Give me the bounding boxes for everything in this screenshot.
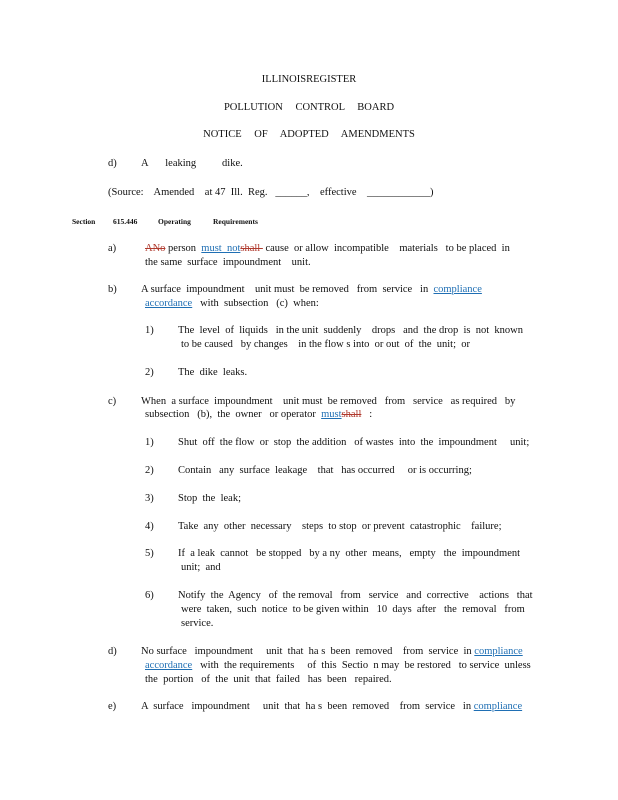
item-d2-line3: the portion of the unit that failed has been repaired. bbox=[145, 674, 392, 685]
inserted-text: compliance bbox=[473, 701, 523, 712]
item-d2-line2 bbox=[145, 659, 531, 673]
item-b1-line2: to be caused by changes in the flow s into or out of the unit; or bbox=[181, 339, 470, 350]
item-c2-label: 2) bbox=[145, 465, 154, 476]
item-c3-text: Stop the leak; bbox=[178, 493, 241, 504]
inserted-text: accordance bbox=[145, 660, 193, 671]
deleted-text: shall bbox=[240, 243, 263, 254]
item-e-line1 bbox=[141, 700, 522, 714]
source-note: (Source: Amended at 47 Ill. Reg. ______, effective ____________) bbox=[108, 187, 434, 198]
text-run: with the requirements of this Sectio n may be restored to service unless bbox=[192, 660, 531, 671]
item-b1-line1: The level of liquids in the unit suddenly drops and the drop is not known bbox=[178, 325, 524, 336]
item-d-text: A leaking dike. bbox=[141, 158, 243, 169]
inserted-text: accordance bbox=[145, 298, 193, 309]
item-b-line1 bbox=[141, 283, 482, 297]
item-e-label: e) bbox=[108, 701, 117, 712]
item-d-label: d) bbox=[108, 158, 117, 169]
text-run: A surface impoundment unit must be removed from service in bbox=[141, 284, 434, 295]
item-d2-line1 bbox=[141, 645, 523, 659]
item-c1-text: Shut off the flow or stop the addition of wastes into the impoundment unit; bbox=[178, 437, 530, 448]
item-c-line1: When a surface impoundment unit must be removed from service as required by bbox=[141, 396, 516, 407]
section-label: Section bbox=[72, 217, 96, 226]
item-c4-label: 4) bbox=[145, 521, 154, 532]
deleted-text: shall bbox=[341, 409, 362, 420]
item-c-line2 bbox=[145, 408, 372, 422]
item-c1-label: 1) bbox=[145, 437, 154, 448]
item-c4-text: Take any other necessary steps to stop or prevent catastrophic failure; bbox=[178, 521, 502, 532]
item-c6-label: 6) bbox=[145, 590, 154, 601]
item-c-label: c) bbox=[108, 396, 117, 407]
item-b2-label: 2) bbox=[145, 367, 154, 378]
section-number: 615.446 bbox=[113, 217, 138, 226]
item-c6-line1: Notify the Agency of the removal from service and corrective actions that bbox=[178, 590, 533, 601]
item-c5-label: 5) bbox=[145, 548, 154, 559]
item-c3-label: 3) bbox=[145, 493, 154, 504]
text-run: No surface impoundment unit that ha s been removed from service in bbox=[141, 646, 475, 657]
item-a-line2: the same surface impoundment unit. bbox=[145, 257, 311, 268]
item-b-line2 bbox=[145, 297, 319, 311]
item-b1-label: 1) bbox=[145, 325, 154, 336]
section-title-1: Operating bbox=[158, 217, 191, 226]
notice-title: NOTICE OF ADOPTED AMENDMENTS bbox=[203, 129, 415, 140]
item-b-label: b) bbox=[108, 284, 117, 295]
register-title: ILLINOISREGISTER bbox=[261, 74, 357, 85]
item-c6-line2: were taken, such notice to be given within 10 days after the removal from bbox=[181, 604, 525, 615]
item-a-line1 bbox=[145, 242, 510, 256]
text-run: person bbox=[165, 243, 202, 254]
item-b2-line1: The dike leaks. bbox=[178, 367, 248, 378]
text-run: cause or allow incompatible materials to be placed in bbox=[262, 243, 510, 254]
item-a-label: a) bbox=[108, 243, 117, 254]
item-c2-text: Contain any surface leakage that has occurred or is occurring; bbox=[178, 465, 472, 476]
section-title-2: Requirements bbox=[213, 217, 258, 226]
board-title: POLLUTION CONTROL BOARD bbox=[223, 102, 395, 113]
item-d2-label: d) bbox=[108, 646, 117, 657]
text-run: A surface impoundment unit that ha s been removed from service in bbox=[141, 701, 474, 712]
inserted-text: compliance bbox=[433, 284, 482, 295]
item-c6-line3: service. bbox=[181, 618, 214, 629]
item-c5-line1: If a leak cannot be stopped by a ny other means, empty the impoundment bbox=[178, 548, 521, 559]
inserted-text: must not bbox=[201, 243, 241, 254]
item-c5-line2: unit; and bbox=[181, 562, 221, 573]
deleted-text: ANo bbox=[145, 243, 166, 254]
inserted-text: must bbox=[321, 409, 342, 420]
text-run: : bbox=[361, 409, 373, 420]
text-run: with subsection (c) when: bbox=[192, 298, 319, 309]
text-run: subsection (b), the owner or operator bbox=[145, 409, 322, 420]
inserted-text: compliance bbox=[474, 646, 523, 657]
